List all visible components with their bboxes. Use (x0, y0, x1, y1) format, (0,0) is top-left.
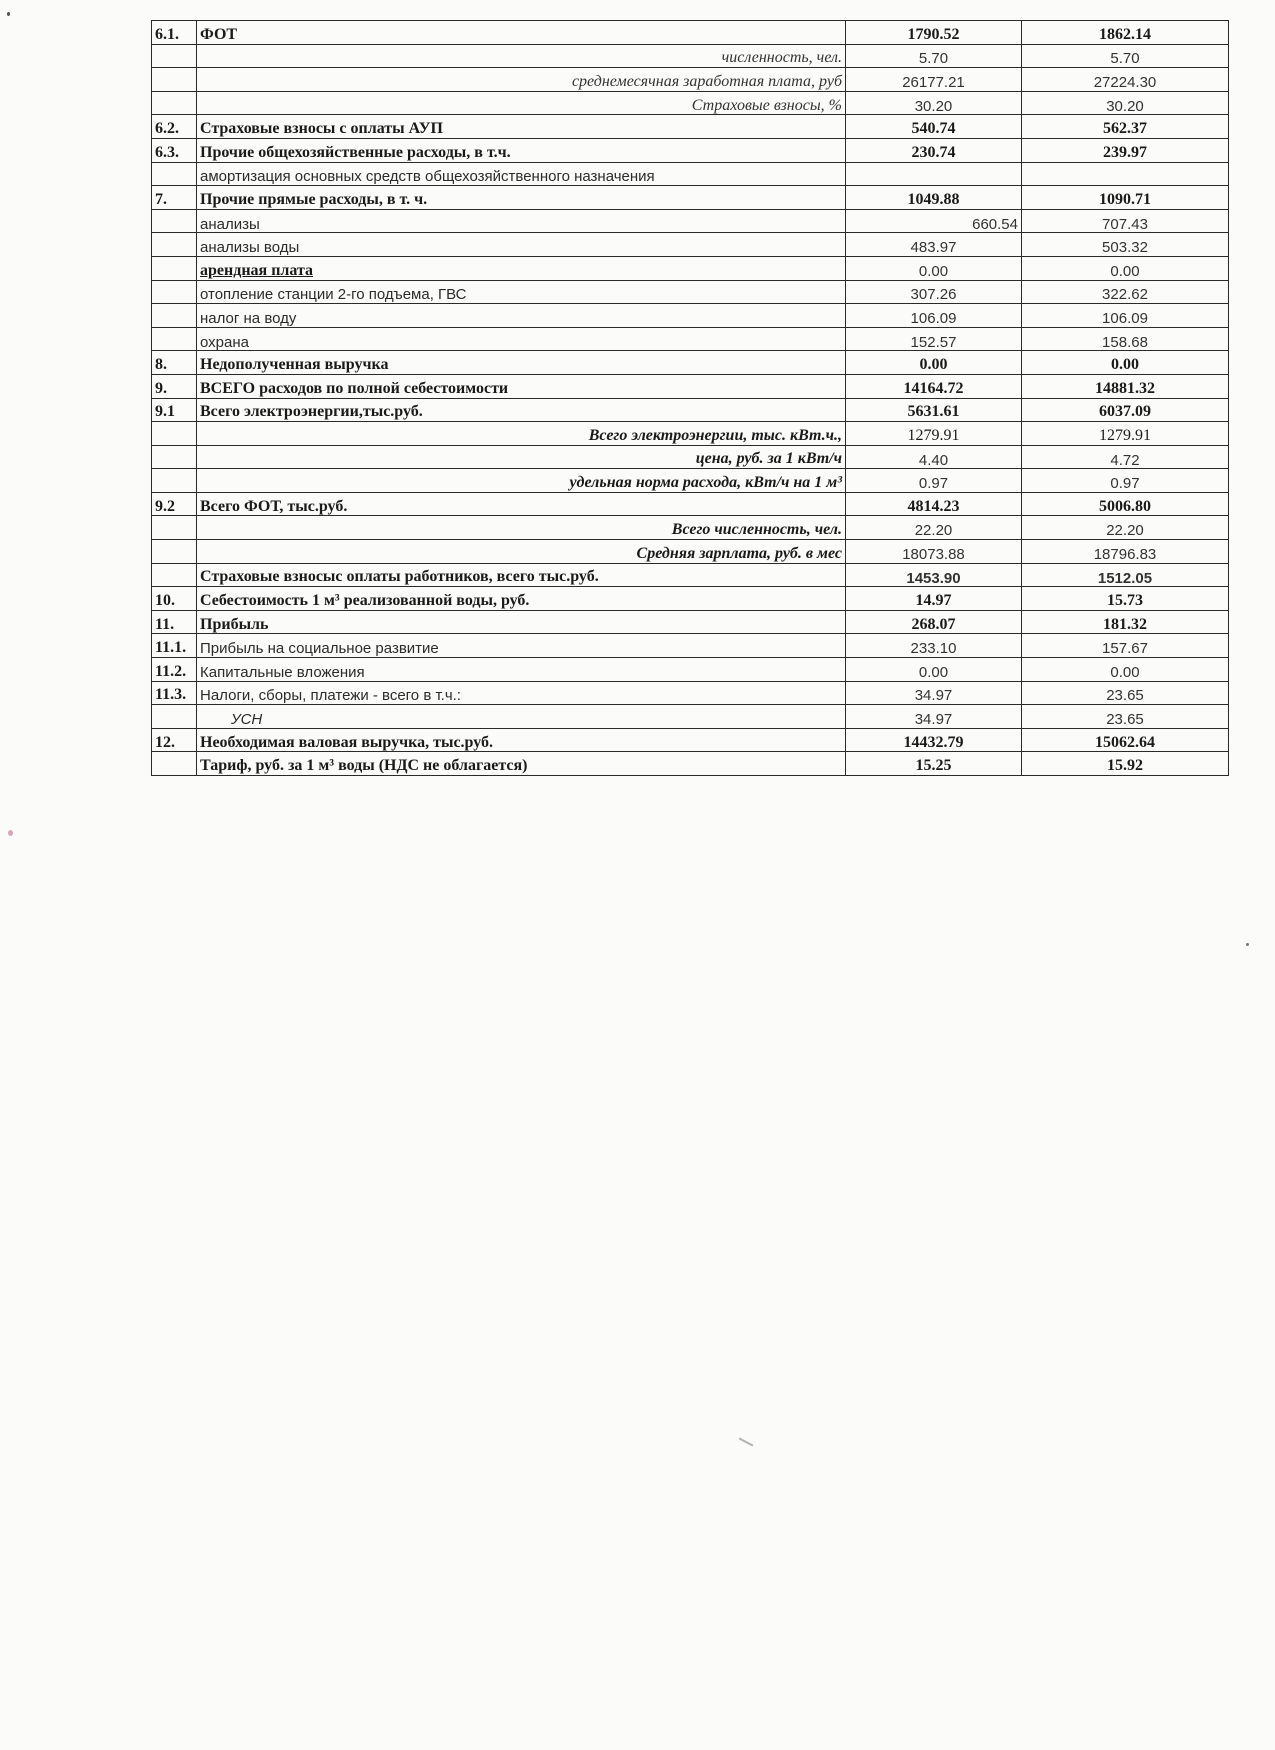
row-label-text: арендная плата (200, 261, 314, 279)
value-year-2: 18796.83 (1022, 540, 1229, 564)
cost-table (151, 20, 1229, 776)
row-number (152, 752, 197, 776)
row-number: 11.3. (152, 681, 197, 705)
row-label: Всего электроэнергии,тыс.руб. (197, 398, 846, 422)
value-year-2: 15062.64 (1022, 728, 1229, 752)
row-number (152, 44, 197, 68)
table-row (152, 209, 1229, 233)
value-year-2: 1512.05 (1022, 563, 1229, 587)
row-label: Прочие прямые расходы, в т. ч. (197, 186, 846, 210)
row-label: охрана (197, 327, 846, 351)
row-label: Недополученная выручка (197, 351, 846, 375)
value-year-2: 322.62 (1022, 280, 1229, 304)
row-number (152, 705, 197, 729)
value-year-2: 503.32 (1022, 233, 1229, 257)
value-year-1: 307.26 (846, 280, 1022, 304)
row-label: отопление станции 2-го подъема, ГВС (197, 280, 846, 304)
value-year-1: 1049.88 (846, 186, 1022, 210)
table-row (152, 469, 1229, 493)
value-year-1: 483.97 (846, 233, 1022, 257)
table-row (152, 540, 1229, 564)
row-label: налог на воду (197, 304, 846, 328)
row-number: 10. (152, 587, 197, 611)
table-row (152, 516, 1229, 540)
table-row (152, 422, 1229, 446)
value-year-2: 0.97 (1022, 469, 1229, 493)
row-label: Прочие общехозяйственные расходы, в т.ч. (197, 138, 846, 162)
value-year-2: 5006.80 (1022, 492, 1229, 516)
row-number (152, 422, 197, 446)
row-label: Страховые взносыс оплаты работников, всего тыс.руб. (197, 563, 846, 587)
value-year-1: 230.74 (846, 138, 1022, 162)
table-row (152, 492, 1229, 516)
value-year-1: 1790.52 (846, 21, 1022, 45)
table-row (152, 752, 1229, 776)
row-number (152, 540, 197, 564)
cost-table-body (152, 21, 1229, 776)
value-year-2: 14881.32 (1022, 374, 1229, 398)
value-year-2: 707.43 (1022, 209, 1229, 233)
value-year-2: 30.20 (1022, 91, 1229, 115)
table-row (152, 681, 1229, 705)
row-number (152, 445, 197, 469)
table-row (152, 256, 1229, 280)
value-year-2: 1862.14 (1022, 21, 1229, 45)
row-label: Капитальные вложения (197, 658, 846, 682)
table-row (152, 186, 1229, 210)
value-year-1: 233.10 (846, 634, 1022, 658)
row-label: Себестоимость 1 м³ реализованной воды, руб. (197, 587, 846, 611)
table-row (152, 445, 1229, 469)
scan-speck (7, 12, 10, 16)
value-year-1: 5631.61 (846, 398, 1022, 422)
row-label: амортизация основных средств общехозяйственного назначения (197, 162, 846, 186)
value-year-1: 268.07 (846, 610, 1022, 634)
row-number: 9. (152, 374, 197, 398)
value-year-1: 26177.21 (846, 68, 1022, 92)
value-year-2: 22.20 (1022, 516, 1229, 540)
row-label: Всего ФОТ, тыс.руб. (197, 492, 846, 516)
row-number: 6.2. (152, 115, 197, 139)
row-number: 9.1 (152, 398, 197, 422)
table-row (152, 21, 1229, 45)
row-label: среднемесячная заработная плата, руб (197, 68, 846, 92)
row-label: анализы (197, 209, 846, 233)
row-number: 11.2. (152, 658, 197, 682)
table-row (152, 658, 1229, 682)
table-row (152, 587, 1229, 611)
row-number: 11.1. (152, 634, 197, 658)
value-year-2: 4.72 (1022, 445, 1229, 469)
row-number (152, 327, 197, 351)
row-number (152, 304, 197, 328)
row-label: Всего электроэнергии, тыс. кВт.ч., (197, 422, 846, 446)
value-year-1: 660.54 (846, 209, 1022, 233)
table-row (152, 610, 1229, 634)
value-year-1: 30.20 (846, 91, 1022, 115)
value-year-2: 1090.71 (1022, 186, 1229, 210)
table-row (152, 44, 1229, 68)
table-row (152, 728, 1229, 752)
row-number: 8. (152, 351, 197, 375)
value-year-1: 22.20 (846, 516, 1022, 540)
value-year-2: 27224.30 (1022, 68, 1229, 92)
row-number (152, 280, 197, 304)
row-label: Необходимая валовая выручка, тыс.руб. (197, 728, 846, 752)
value-year-1: 106.09 (846, 304, 1022, 328)
row-label: ФОТ (197, 21, 846, 45)
value-year-1: 15.25 (846, 752, 1022, 776)
row-label: Страховые взносы с оплаты АУП (197, 115, 846, 139)
row-label: УСН (197, 705, 846, 729)
value-year-2: 239.97 (1022, 138, 1229, 162)
row-number: 12. (152, 728, 197, 752)
scan-speck (738, 1437, 753, 1446)
value-year-2: 158.68 (1022, 327, 1229, 351)
value-year-2: 106.09 (1022, 304, 1229, 328)
value-year-1: 34.97 (846, 681, 1022, 705)
row-number (152, 563, 197, 587)
value-year-1: 0.00 (846, 351, 1022, 375)
row-number: 7. (152, 186, 197, 210)
row-label: цена, руб. за 1 кВт/ч (197, 445, 846, 469)
value-year-1: 18073.88 (846, 540, 1022, 564)
row-label: удельная норма расхода, кВт/ч на 1 м³ (197, 469, 846, 493)
row-label: Прибыль (197, 610, 846, 634)
value-year-1: 14.97 (846, 587, 1022, 611)
value-year-1: 14432.79 (846, 728, 1022, 752)
row-label: Прибыль на социальное развитие (197, 634, 846, 658)
value-year-1: 152.57 (846, 327, 1022, 351)
table-row (152, 398, 1229, 422)
value-year-2: 15.92 (1022, 752, 1229, 776)
table-row (152, 138, 1229, 162)
scan-speck (8, 830, 13, 836)
value-year-1: 14164.72 (846, 374, 1022, 398)
value-year-2: 157.67 (1022, 634, 1229, 658)
row-number (152, 233, 197, 257)
value-year-2: 0.00 (1022, 658, 1229, 682)
row-number (152, 162, 197, 186)
table-row (152, 634, 1229, 658)
row-label: анализы воды (197, 233, 846, 257)
row-number (152, 209, 197, 233)
value-year-1: 5.70 (846, 44, 1022, 68)
table-row (152, 280, 1229, 304)
table-row (152, 233, 1229, 257)
value-year-2: 15.73 (1022, 587, 1229, 611)
row-label: Налоги, сборы, платежи - всего в т.ч.: (197, 681, 846, 705)
table-row (152, 351, 1229, 375)
row-number (152, 256, 197, 280)
value-year-1: 540.74 (846, 115, 1022, 139)
row-number (152, 68, 197, 92)
value-year-1: 1279.91 (846, 422, 1022, 446)
row-number: 6.1. (152, 21, 197, 45)
value-year-1: 4.40 (846, 445, 1022, 469)
value-year-2: 5.70 (1022, 44, 1229, 68)
table-row (152, 68, 1229, 92)
table-row (152, 304, 1229, 328)
table-row (152, 374, 1229, 398)
row-number: 11. (152, 610, 197, 634)
value-year-1 (846, 162, 1022, 186)
table-row (152, 327, 1229, 351)
table-row (152, 115, 1229, 139)
table-row (152, 91, 1229, 115)
row-label: численность, чел. (197, 44, 846, 68)
value-year-2 (1022, 162, 1229, 186)
value-year-1: 0.00 (846, 658, 1022, 682)
row-label: Всего численность, чел. (197, 516, 846, 540)
value-year-1: 1453.90 (846, 563, 1022, 587)
row-label: Средняя зарплата, руб. в мес (197, 540, 846, 564)
value-year-2: 0.00 (1022, 256, 1229, 280)
row-number: 9.2 (152, 492, 197, 516)
value-year-2: 1279.91 (1022, 422, 1229, 446)
value-year-1: 34.97 (846, 705, 1022, 729)
table-row (152, 162, 1229, 186)
value-year-2: 181.32 (1022, 610, 1229, 634)
table-row (152, 705, 1229, 729)
value-year-2: 0.00 (1022, 351, 1229, 375)
scan-speck (1246, 943, 1249, 946)
row-number (152, 91, 197, 115)
row-label: Тариф, руб. за 1 м³ воды (НДС не облагается) (197, 752, 846, 776)
row-number (152, 516, 197, 540)
row-label (197, 256, 846, 280)
row-label: ВСЕГО расходов по полной себестоимости (197, 374, 846, 398)
row-number: 6.3. (152, 138, 197, 162)
value-year-1: 0.97 (846, 469, 1022, 493)
table-row (152, 563, 1229, 587)
value-year-1: 4814.23 (846, 492, 1022, 516)
value-year-2: 6037.09 (1022, 398, 1229, 422)
value-year-2: 23.65 (1022, 705, 1229, 729)
row-label: Страховые взносы, % (197, 91, 846, 115)
value-year-2: 562.37 (1022, 115, 1229, 139)
value-year-1: 0.00 (846, 256, 1022, 280)
row-number (152, 469, 197, 493)
value-year-2: 23.65 (1022, 681, 1229, 705)
